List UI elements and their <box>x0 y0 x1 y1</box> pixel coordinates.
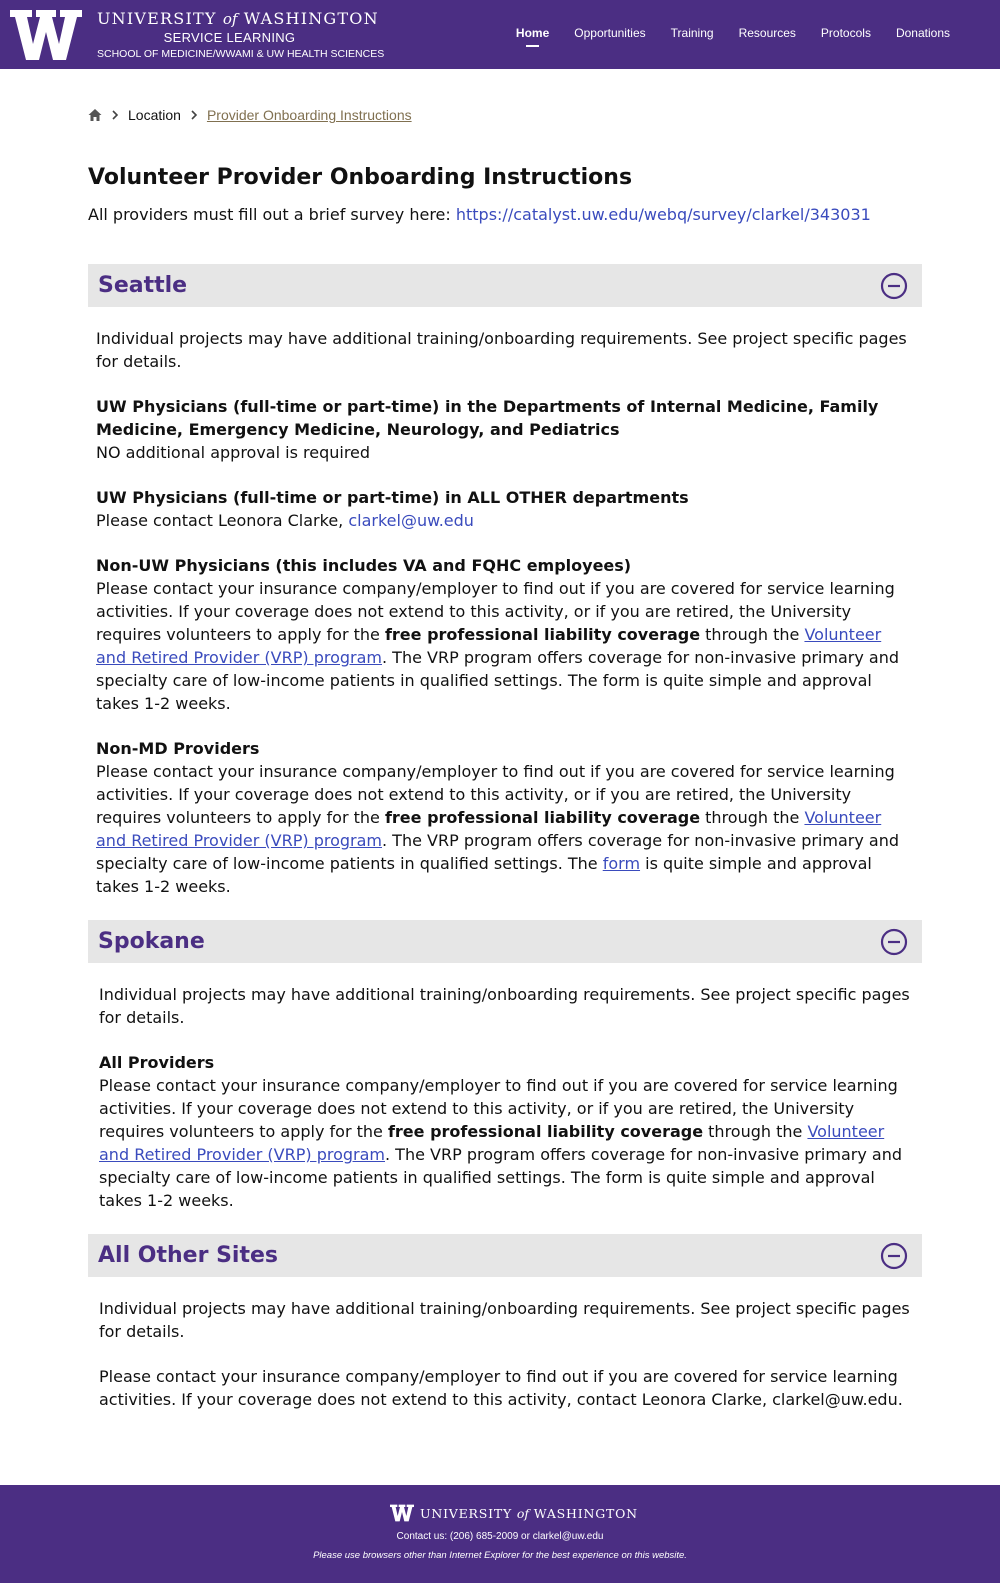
vrp-program-link[interactable]: Volunteer and Retired Provider (VRP) program <box>96 808 882 850</box>
section-title: Spokane <box>98 929 205 954</box>
section-header-seattle[interactable] <box>88 264 922 307</box>
breadcrumb <box>88 107 412 123</box>
bold-text: free professional liability coverage <box>384 625 701 644</box>
info-block-uw-physicians-core <box>96 395 914 464</box>
site-brand[interactable] <box>97 9 385 62</box>
breadcrumb-location[interactable]: Location <box>128 107 181 123</box>
block-text: Please contact Leonora Clarke, <box>96 511 349 530</box>
block-text: through the <box>700 808 805 827</box>
nav-resources[interactable]: Resources <box>738 26 796 40</box>
section-body-spokane <box>88 963 922 1212</box>
block-text: is quite simple and approval takes 1-2 weeks. <box>96 854 872 896</box>
block-text: Please contact your insurance company/employer to find out if you are covered for service learning activities. If your coverage does not extend to this activity, or if you are retired, the University requires volunteers to apply for the <box>99 1076 898 1141</box>
section-title: All Other Sites <box>98 1243 278 1268</box>
collapse-icon[interactable] <box>880 272 908 300</box>
bold-text: free professional liability coverage <box>387 1122 704 1141</box>
vrp-program-link[interactable]: Volunteer and Retired Provider (VRP) program <box>96 625 882 667</box>
block-text: . The VRP program offers coverage for non-invasive primary and specialty care of low-income patients in qualified settings. The <box>96 831 899 873</box>
collapse-icon[interactable] <box>880 1242 908 1270</box>
breadcrumb-current[interactable]: Provider Onboarding Instructions <box>206 107 412 123</box>
section-intro: Individual projects may have additional training/onboarding requirements. See project specific pages for details. <box>99 985 910 1027</box>
nav-protocols[interactable]: Protocols <box>820 26 871 40</box>
block-text: Please contact your insurance company/employer to find out if you are covered for service learning activities. If your coverage does not extend to this activity, or if you are retired, the University requires volunteers to apply for the <box>96 579 895 644</box>
section-intro: Individual projects may have additional training/onboarding requirements. See project specific pages for details. <box>96 329 907 371</box>
uw-w-logo <box>390 1504 414 1522</box>
info-block-uw-physicians-other <box>96 486 914 532</box>
chevron-right-icon <box>111 110 119 120</box>
nav-donations[interactable]: Donations <box>895 26 950 40</box>
university-wordmark: UNIVERSITY of WASHINGTON <box>97 9 379 28</box>
section-header-spokane[interactable] <box>88 920 922 963</box>
footer-browser-note: Please use browsers other than Internet Explorer for the best experience on this website. <box>313 1550 687 1561</box>
section-title: Seattle <box>98 273 188 298</box>
section-intro: Individual projects may have additional training/onboarding requirements. See project specific pages for details. <box>99 1299 910 1341</box>
block-text: Please contact your insurance company/employer to find out if you are covered for service learning activities. If your coverage does not extend to this activity, or if you are retired, the University requires volunteers to apply for the <box>96 762 895 827</box>
block-heading: UW Physicians (full-time or part-time) in ALL OTHER departments <box>96 488 689 507</box>
section-other-sites <box>88 1234 922 1411</box>
chevron-right-icon <box>190 110 198 120</box>
block-heading: All Providers <box>99 1053 215 1072</box>
page-title: Volunteer Provider Onboarding Instructions <box>88 165 633 190</box>
survey-link[interactable]: https://catalyst.uw.edu/webq/survey/clarkel/343031 <box>455 205 871 224</box>
info-block-non-md-providers <box>96 737 914 898</box>
block-text: NO additional approval is required <box>96 443 371 462</box>
form-link[interactable]: form <box>602 854 641 873</box>
section-spokane <box>88 920 922 1212</box>
nav-opportunities[interactable]: Opportunities <box>574 26 646 40</box>
vrp-program-link[interactable]: Volunteer and Retired Provider (VRP) program <box>99 1122 885 1164</box>
block-heading: Non-MD Providers <box>96 739 260 758</box>
site-header <box>0 0 1000 69</box>
block-text: . The VRP program offers coverage for non-invasive primary and specialty care of low-income patients in qualified settings. The form is quite simple and approval takes 1-2 weeks. <box>96 648 899 713</box>
uw-w-logo[interactable] <box>10 10 82 60</box>
main-nav <box>491 26 950 40</box>
survey-intro <box>88 204 922 226</box>
footer-contact: Contact us: (206) 685-2009 or clarkel@uw.edu <box>396 1531 604 1542</box>
school-name: SCHOOL OF MEDICINE/WWAMI & UW HEALTH SCIENCES <box>97 48 385 60</box>
section-body-seattle <box>88 307 922 898</box>
home-icon[interactable] <box>88 108 102 122</box>
main-content <box>88 163 922 1433</box>
block-heading: Non-UW Physicians (this includes VA and FQHC employees) <box>96 556 632 575</box>
block-text: through the <box>703 1122 808 1141</box>
info-block-all-providers <box>99 1051 914 1212</box>
block-heading: UW Physicians (full-time or part-time) in the Departments of Internal Medicine, Family Medicine, Emergency Medicine, Neurology, and Pediatrics <box>96 397 879 439</box>
section-body-other-sites <box>88 1277 922 1411</box>
info-block-non-uw-physicians <box>96 554 914 715</box>
info-block-other-sites: Please contact your insurance company/employer to find out if you are covered for service learning activities. If your coverage does not extend to this activity, contact Leonora Clarke, clarkel@uw.edu. <box>99 1367 903 1409</box>
section-header-other-sites[interactable] <box>88 1234 922 1277</box>
site-footer <box>0 1485 1000 1583</box>
nav-training[interactable]: Training <box>670 26 714 40</box>
footer-university-name: UNIVERSITY of WASHINGTON <box>420 1505 638 1521</box>
block-text: . The VRP program offers coverage for non-invasive primary and specialty care of low-income patients in qualified settings. The form is quite simple and approval takes 1-2 weeks. <box>99 1145 902 1210</box>
block-text: through the <box>700 625 805 644</box>
bold-text: free professional liability coverage <box>384 808 701 827</box>
nav-home[interactable]: Home <box>515 26 550 40</box>
survey-intro-text: All providers must fill out a brief survey here: <box>88 205 456 224</box>
site-subtitle: SERVICE LEARNING <box>163 30 296 45</box>
footer-wordmark[interactable] <box>390 1504 638 1522</box>
collapse-icon[interactable] <box>880 928 908 956</box>
email-link[interactable]: clarkel@uw.edu <box>348 511 474 530</box>
section-seattle <box>88 264 922 898</box>
